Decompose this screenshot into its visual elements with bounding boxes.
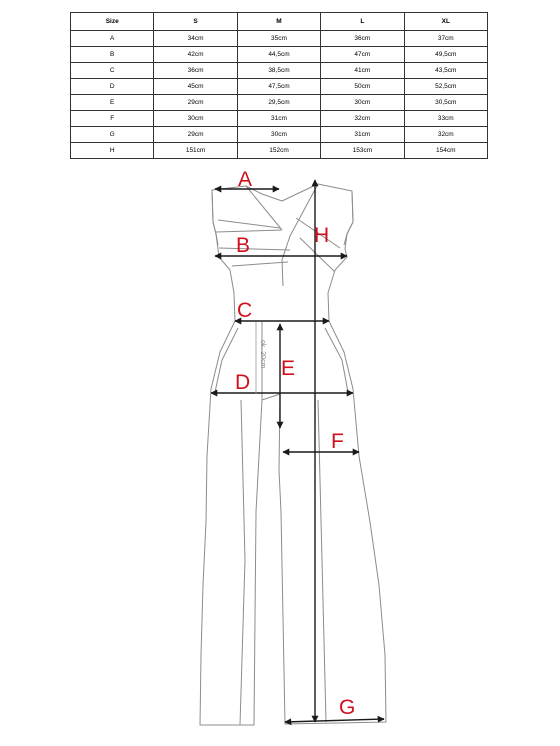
value-cell: 37cm xyxy=(404,31,487,47)
value-cell: 29cm xyxy=(154,95,237,111)
value-cell: 31cm xyxy=(321,127,404,143)
value-cell: 32cm xyxy=(404,127,487,143)
measure-cell: D xyxy=(71,79,154,95)
value-cell: 36cm xyxy=(154,63,237,79)
label-d: D xyxy=(235,371,251,394)
value-cell: 151cm xyxy=(154,143,237,159)
value-cell: 31cm xyxy=(237,111,320,127)
value-cell: 47cm xyxy=(321,47,404,63)
value-cell: 47,5cm xyxy=(237,79,320,95)
value-cell: 34cm xyxy=(154,31,237,47)
label-e: E xyxy=(281,357,296,380)
value-cell: 44,5cm xyxy=(237,47,320,63)
measure-cell: C xyxy=(71,63,154,79)
value-cell: 52,5cm xyxy=(404,79,487,95)
neckline xyxy=(246,184,318,286)
value-cell: 38,5cm xyxy=(237,63,320,79)
value-cell: 154cm xyxy=(404,143,487,159)
measure-cell: H xyxy=(71,143,154,159)
value-cell: 30cm xyxy=(237,127,320,143)
value-cell: 43,5cm xyxy=(404,63,487,79)
value-cell: 32cm xyxy=(321,111,404,127)
header-cell: Size xyxy=(71,13,154,31)
right-leg-crease xyxy=(318,400,326,722)
value-cell: 29cm xyxy=(154,127,237,143)
header-cell: L xyxy=(321,13,404,31)
measurement-lines xyxy=(211,180,384,722)
value-cell: 153cm xyxy=(321,143,404,159)
approx-length-note: ok. 20cm xyxy=(259,340,266,369)
jumpsuit-silhouette xyxy=(200,184,386,725)
garment-outline xyxy=(200,184,386,725)
measure-cell: E xyxy=(71,95,154,111)
label-h: H xyxy=(314,224,330,247)
value-cell: 35cm xyxy=(237,31,320,47)
measure-cell: A xyxy=(71,31,154,47)
value-cell: 50cm xyxy=(321,79,404,95)
left-sleeve xyxy=(212,190,218,245)
measurement-labels xyxy=(235,168,355,719)
value-cell: 33cm xyxy=(404,111,487,127)
header-cell: M xyxy=(237,13,320,31)
label-c: C xyxy=(237,299,253,322)
measure-cell: F xyxy=(71,111,154,127)
value-cell: 30,5cm xyxy=(404,95,487,111)
value-cell: 49,5cm xyxy=(404,47,487,63)
line-g xyxy=(285,719,384,722)
left-leg-crease xyxy=(240,400,245,725)
value-cell: 42cm xyxy=(154,47,237,63)
measure-cell: G xyxy=(71,127,154,143)
value-cell: 36cm xyxy=(321,31,404,47)
value-cell: 30cm xyxy=(154,111,237,127)
header-cell: XL xyxy=(404,13,487,31)
label-a: A xyxy=(238,168,253,191)
value-cell: 45cm xyxy=(154,79,237,95)
right-sleeve xyxy=(344,191,353,245)
measure-cell: B xyxy=(71,47,154,63)
label-f: F xyxy=(331,430,344,453)
value-cell: 152cm xyxy=(237,143,320,159)
header-cell: S xyxy=(154,13,237,31)
label-g: G xyxy=(339,696,356,719)
value-cell: 41cm xyxy=(321,63,404,79)
value-cell: 30cm xyxy=(321,95,404,111)
label-b: B xyxy=(236,234,251,257)
value-cell: 29,5cm xyxy=(237,95,320,111)
